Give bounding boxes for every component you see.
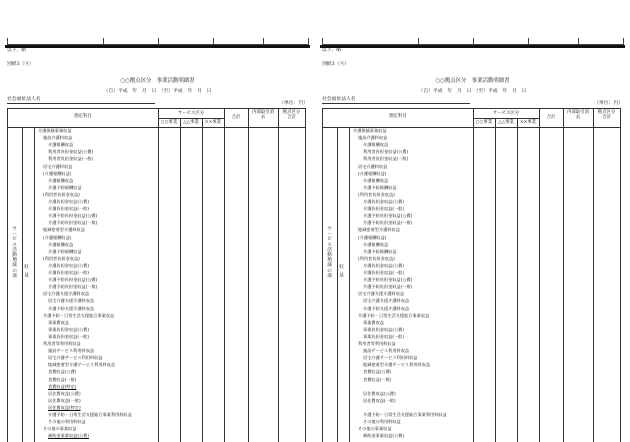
- account-item: (介護報酬収益): [358, 234, 387, 240]
- document-title: ○○拠点区分 事業活動明細書: [435, 78, 510, 84]
- account-item: 介護予防報酬収益: [48, 248, 82, 254]
- document-title: ○○拠点区分 事業活動明細書: [120, 78, 195, 84]
- account-item: 施設介護料収益: [358, 135, 388, 141]
- column-header-1: ○○事業: [160, 120, 178, 125]
- column-header-1: ○○事業: [475, 120, 493, 125]
- account-item: 地域密着型介護料収益: [358, 227, 400, 233]
- account-item: 介護予防報酬収益: [363, 248, 397, 254]
- section-label-vertical: サービス活動増減の部: [12, 227, 17, 279]
- account-item: 介護保険事業収益: [353, 128, 387, 133]
- column-header-3: ××事業: [204, 120, 222, 125]
- account-item: その他の事業収益: [43, 426, 77, 432]
- account-item: 介護負担金収益(一般): [48, 206, 89, 212]
- account-item: 居住費収益(公費): [363, 390, 396, 396]
- account-item: (介護報酬収益): [43, 234, 72, 240]
- account-item: 介護保険事業収益: [38, 128, 72, 133]
- account-item: 介護予防・日常生活支援総合事業利用料収益: [48, 412, 132, 417]
- previous-table-fragment: [322, 38, 624, 45]
- base-total-header: 拠点区分合計: [282, 110, 301, 120]
- account-item: 食費収益(一般): [48, 376, 77, 382]
- account-item: (利用者負担金収益): [358, 255, 395, 261]
- account-item: 介護予防支援介護料収益: [363, 305, 410, 311]
- account-item: その他の利用料収益: [48, 419, 86, 425]
- account-item: 利用者負担金収益(一般): [48, 156, 94, 162]
- account-item: 介護予防・日常生活支援総合事業収益: [43, 312, 115, 318]
- document-page-right: [320, 0, 625, 442]
- account-item: 介護報酬収益: [48, 142, 74, 148]
- account-item: 介護予防・日常生活支援総合事業利用料収益: [363, 412, 447, 417]
- account-item: 補助金事業収益(公費): [48, 433, 89, 439]
- account-item: (介護報酬収益): [43, 170, 72, 176]
- account-item: 介護報酬収益: [48, 177, 74, 183]
- account-item: 利用者等利用料収益: [43, 341, 81, 346]
- account-header: 勘定科目: [74, 114, 92, 119]
- account-item: その他の利用料収益: [363, 419, 401, 425]
- account-item: 介護予防負担金収益(公費): [48, 213, 98, 219]
- account-item: その他の事業収益: [358, 426, 392, 432]
- account-item: 介護負担金収益(公費): [48, 262, 89, 268]
- account-item: 居宅介護サービス利用料収益: [363, 355, 418, 361]
- account-item: (利用者負担金収益): [43, 191, 80, 197]
- account-item: 介護予防支援介護料収益: [48, 305, 95, 311]
- account-item: 介護負担金収益(一般): [363, 270, 404, 275]
- account-item: 居住費収益(一般): [48, 397, 81, 403]
- column-header-2: △△事業: [498, 120, 514, 125]
- account-item: 居宅介護料収益: [43, 163, 73, 169]
- account-item: 介護負担金収益(公費): [363, 262, 404, 268]
- account-item: 介護予防負担金収益(公費): [363, 213, 413, 219]
- account-item: 利用者負担金収益(公費): [363, 149, 409, 155]
- account-item: 利用者負担金収益(公費): [48, 149, 94, 155]
- account-item: 介護予防・日常生活支援総合事業収益: [358, 312, 430, 318]
- account-item: 居住費収益(公費): [48, 390, 81, 396]
- account-item: 居住費収益(特定): [48, 404, 81, 410]
- account-item: 介護負担金収益(一般): [48, 270, 89, 275]
- column-header-2: △△事業: [183, 120, 199, 125]
- account-item: 食費収益(公費): [363, 369, 392, 375]
- account-item: 地域密着型介護料収益: [43, 227, 85, 233]
- account-item: 介護報酬収益: [363, 142, 389, 148]
- unit-label: （単位：円）: [594, 101, 623, 106]
- account-item: 介護予防報酬収益: [363, 184, 397, 190]
- account-item: 食費収益(特定): [48, 383, 77, 389]
- account-item: 事業負担金収益(公費): [363, 326, 404, 332]
- attachment-label: 別紙3（④）: [322, 62, 350, 67]
- unit-label: （単位：円）: [279, 101, 308, 106]
- account-item: 居宅介護支援介護料収益: [363, 298, 410, 304]
- account-item: 介護予防負担金収益(一般): [363, 284, 413, 290]
- attachment-label: 別紙3（④）: [7, 62, 35, 67]
- revenue-label-vertical: 収益: [339, 265, 344, 278]
- column-header-3: ××事業: [519, 120, 537, 125]
- omitted-note: 以下、略: [7, 48, 27, 53]
- account-item: 地域密着型介護サービス利用料収益: [363, 362, 431, 368]
- account-item: 介護予防負担金収益(公費): [48, 277, 98, 283]
- previous-table-fragment: [7, 38, 309, 45]
- account-item: (介護報酬収益): [358, 170, 387, 176]
- corporation-name-underline: [322, 103, 470, 104]
- account-item: 施設サービス利用料収益: [48, 348, 95, 354]
- activity-statement-table: [7, 108, 306, 442]
- service-group-header: サービス区分: [177, 111, 205, 116]
- account-item: 食費収益(一般): [363, 376, 392, 382]
- account-item: 事業負担金収益(一般): [363, 333, 404, 339]
- account-item: 居宅介護サービス利用料収益: [48, 355, 103, 361]
- total-header: 合計: [546, 115, 556, 120]
- omitted-note: 以下、略: [322, 48, 342, 53]
- revenue-label-vertical: 収益: [24, 265, 29, 278]
- account-item: 施設介護料収益: [43, 135, 73, 141]
- account-item: 補助金事業収益(公費): [363, 433, 404, 439]
- account-item: 居宅介護支援介護料収益: [43, 291, 90, 297]
- base-total-header: 拠点区分合計: [597, 110, 616, 120]
- account-item: 介護予防負担金収益(一般): [48, 284, 98, 290]
- activity-statement-table: [322, 108, 621, 442]
- account-item: 食費収益(公費): [48, 369, 77, 375]
- service-group-header: サービス区分: [492, 111, 520, 116]
- period-line: （自）平成 年 月 日 （至）平成 年 月 日: [103, 89, 212, 94]
- corporation-name-label: 社会福祉法人名: [7, 97, 41, 102]
- account-item: 利用者負担金収益(一般): [363, 156, 409, 162]
- account-item: 居宅介護料収益: [358, 163, 388, 169]
- corporation-name-underline: [7, 103, 155, 104]
- account-item: 介護報酬収益: [363, 241, 389, 247]
- section-divider: [5, 45, 310, 48]
- account-item: 介護予防負担金収益(公費): [363, 277, 413, 283]
- section-divider: [320, 45, 625, 48]
- account-item: 事業費収益: [48, 319, 69, 325]
- account-item: 介護予防負担金収益(一般): [363, 220, 413, 226]
- account-item: 介護予防報酬収益: [48, 184, 82, 190]
- internal-elimination-header: 内部取引消去: [567, 110, 589, 120]
- account-item: 介護負担金収益(公費): [48, 199, 89, 204]
- total-header: 合計: [231, 115, 241, 120]
- account-item: 居宅介護支援介護料収益: [48, 298, 95, 304]
- account-item: (利用者負担金収益): [43, 255, 80, 261]
- account-item: (利用者負担金収益): [358, 191, 395, 197]
- account-item: 居宅介護支援介護料収益: [358, 291, 405, 297]
- account-item: 施設サービス利用料収益: [363, 348, 410, 354]
- account-item: 介護報酬収益: [48, 241, 74, 247]
- account-item: 介護報酬収益: [363, 177, 389, 183]
- account-item: 利用者等利用料収益: [358, 341, 396, 346]
- section-label-vertical: サービス活動増減の部: [327, 227, 332, 279]
- account-item: 介護予防負担金収益(一般): [48, 220, 98, 226]
- account-item: 地域密着型介護サービス利用料収益: [48, 362, 116, 368]
- document-page-left: [5, 0, 310, 442]
- account-item: 介護負担金収益(公費): [363, 199, 404, 204]
- internal-elimination-header: 内部取引消去: [252, 110, 274, 120]
- account-item: 居住費収益(一般): [363, 397, 396, 403]
- account-item: 事業費収益: [363, 319, 384, 325]
- account-item: 介護負担金収益(一般): [363, 206, 404, 212]
- corporation-name-label: 社会福祉法人名: [322, 97, 356, 102]
- account-item: 事業負担金収益(公費): [48, 326, 89, 332]
- period-line: （自）平成 年 月 日 （至）平成 年 月 日: [418, 89, 527, 94]
- account-header: 勘定科目: [389, 114, 407, 119]
- account-item: 事業負担金収益(一般): [48, 333, 89, 339]
